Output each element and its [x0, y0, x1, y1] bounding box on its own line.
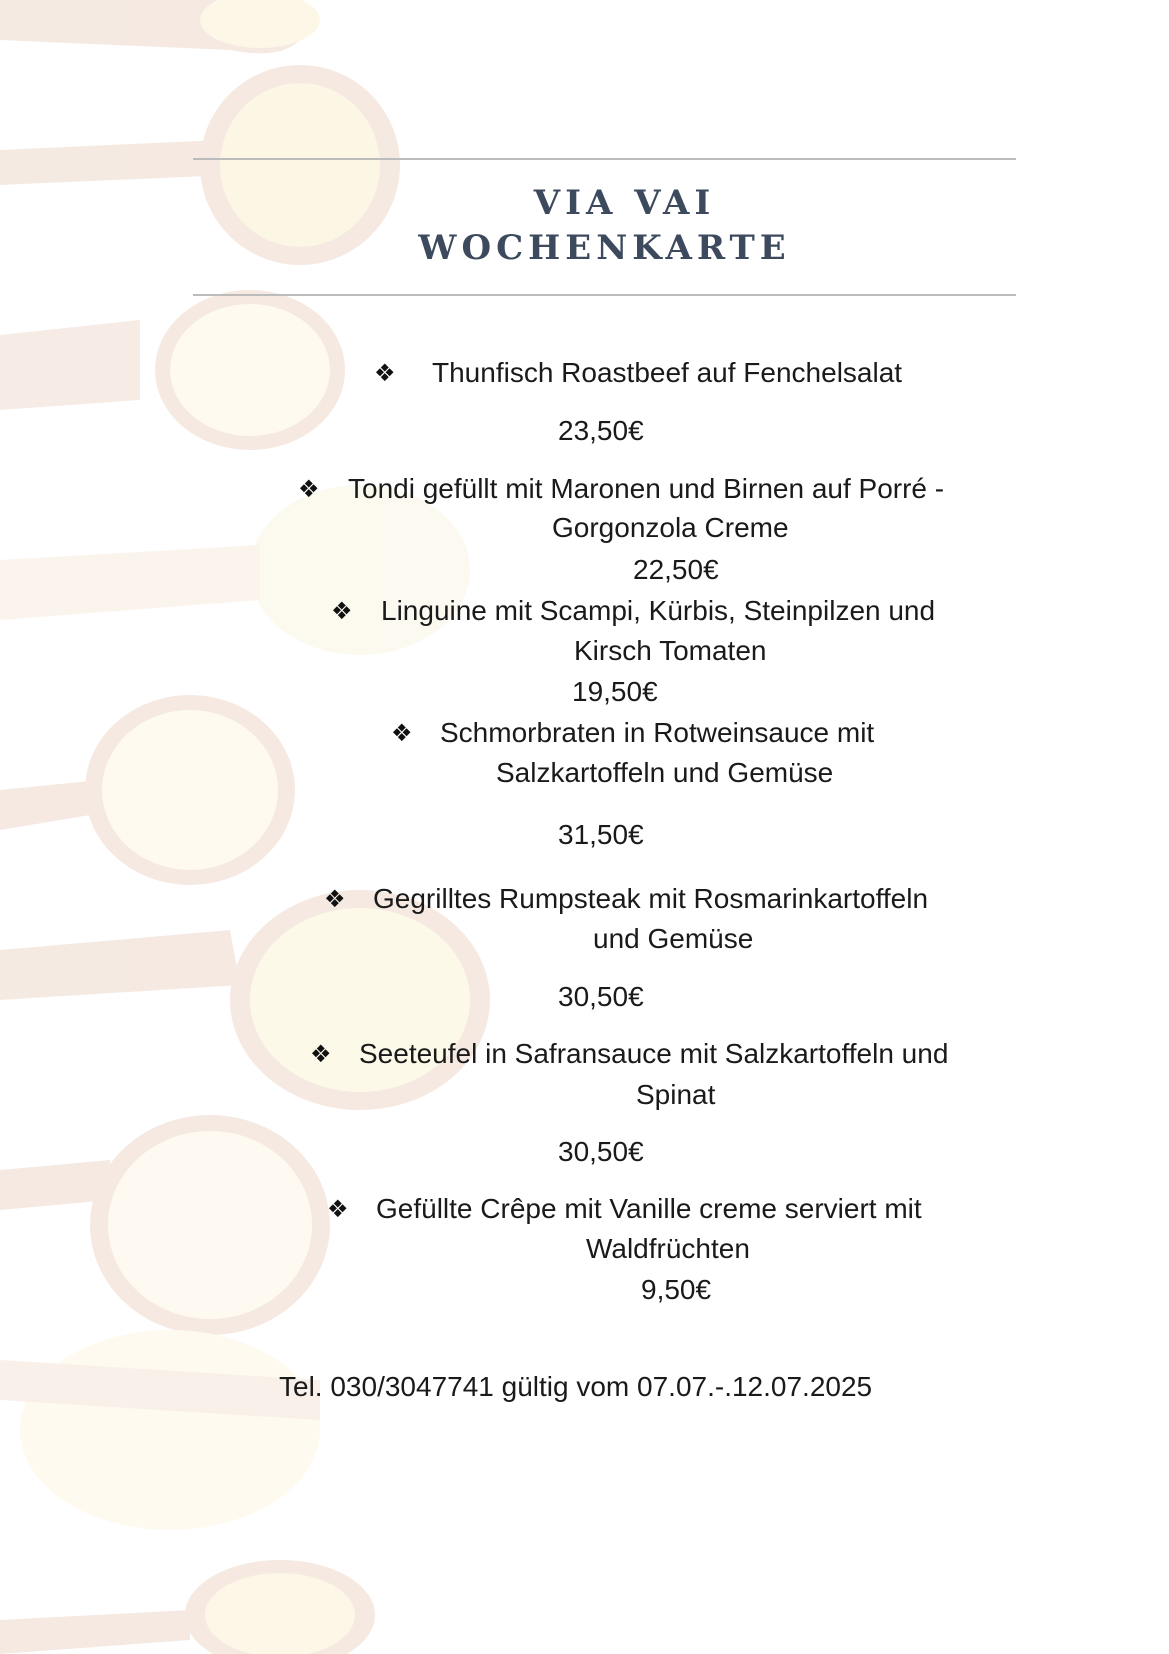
restaurant-name: VIA VAI [533, 183, 716, 223]
diamond-bullet-icon: ❖ [324, 885, 346, 913]
menu-item-name: Thunfisch Roastbeef auf Fenchelsalat [432, 357, 903, 388]
diamond-bullet-icon: ❖ [391, 719, 413, 747]
contact-validity-footer: Tel. 030/3047741 gültig vom 07.07.-.12.07.2025 [279, 1371, 873, 1402]
menu-item-name: Gefüllte Crêpe mit Vanille creme serviert mit [376, 1193, 922, 1224]
header-divider-bottom [193, 294, 1016, 296]
menu-item-name-cont: Waldfrüchten [586, 1233, 750, 1264]
menu-item-price: 30,50€ [558, 981, 644, 1012]
menu-item-price: 23,50€ [558, 415, 644, 446]
header-divider-top [193, 158, 1016, 160]
menu-item-price: 19,50€ [572, 676, 658, 707]
menu-item-name: Tondi gefüllt mit Maronen und Birnen auf Porré - [348, 473, 945, 504]
menu-item-price: 9,50€ [641, 1274, 712, 1305]
diamond-bullet-icon: ❖ [327, 1195, 349, 1223]
diamond-bullet-icon: ❖ [331, 597, 353, 625]
menu-item-name-cont: Salzkartoffeln und Gemüse [496, 757, 834, 788]
menu-item-name-cont: und Gemüse [593, 923, 754, 954]
menu-item-price: 31,50€ [558, 819, 644, 850]
menu-item-name-cont: Kirsch Tomaten [574, 635, 767, 666]
menu-item-price: 30,50€ [558, 1136, 644, 1167]
menu-item-name-cont: Spinat [636, 1079, 716, 1110]
page-title: WOCHENKARTE [418, 228, 791, 268]
diamond-bullet-icon: ❖ [374, 359, 396, 387]
diamond-bullet-icon: ❖ [310, 1040, 332, 1068]
menu-item-name-cont: Gorgonzola Creme [552, 512, 789, 543]
menu-item-name: Linguine mit Scampi, Kürbis, Steinpilzen und [381, 595, 936, 626]
menu-item-price: 22,50€ [633, 554, 719, 585]
menu-item-name: Seeteufel in Safransauce mit Salzkartoffeln und [359, 1038, 949, 1069]
menu-item-name: Gegrilltes Rumpsteak mit Rosmarinkartoffeln [373, 883, 929, 914]
diamond-bullet-icon: ❖ [298, 475, 320, 503]
menu-item-name: Schmorbraten in Rotweinsauce mit [440, 717, 875, 748]
